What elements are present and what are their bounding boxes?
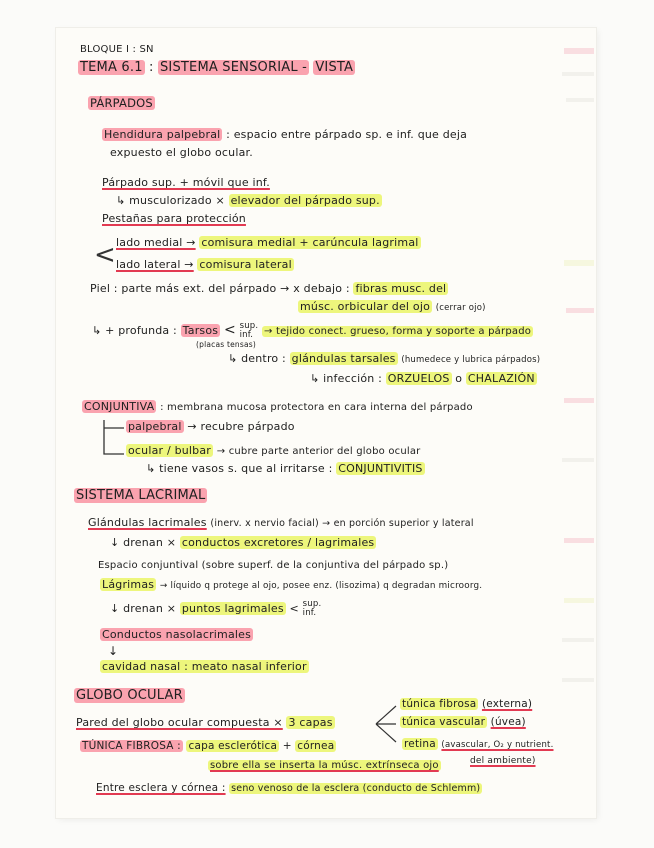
tarsos-bracket: < [223, 322, 236, 338]
bloque-label: BLOQUE I : SN [80, 44, 154, 55]
palpebral-line [126, 420, 295, 433]
hendidura-line [102, 128, 467, 141]
lagrimas: Lágrimas [102, 578, 155, 591]
puntos-inf: inf. [302, 608, 317, 618]
entre-text: Entre esclera y córnea : [96, 782, 226, 794]
infeccion-text: ↳ infección : [310, 372, 383, 385]
ocular-line [126, 444, 421, 457]
lagrimas-def: → líquido q protege al ojo, posee enz. (lisozima) q degradan microorg. [159, 581, 483, 591]
hendidura-def: : espacio entre párpado sp. e inf. que deja [226, 128, 468, 141]
conjuntiva-def: : membrana mucosa protectora en cara interna del párpado [160, 402, 473, 413]
conjuntiva-branch [98, 418, 128, 462]
parpado-sup-line: Párpado sup. + móvil que inf. [102, 176, 270, 189]
retina-note: (avascular, O₂ y nutrient. [441, 740, 554, 750]
vasos-text: ↳ tiene vasos s. que al irritarse : [146, 462, 333, 475]
musculorizado-line [116, 194, 382, 207]
lacrimal-heading [74, 488, 207, 503]
tf-line [80, 740, 336, 752]
glandulas-lacrimales: Glándulas lacrimales [88, 516, 207, 529]
drenan2-line [110, 600, 321, 618]
conductos-nasolacrimales: Conductos nasolacrimales [102, 628, 252, 641]
chalazion: CHALAZIÓN [467, 372, 535, 385]
globo-heading [74, 688, 185, 703]
tunica-fibrosa-line [400, 698, 532, 710]
lado-lateral-line [116, 258, 294, 271]
conjuntivitis: CONJUNTIVITIS [338, 462, 423, 475]
cerrar-ojo-note: (cerrar ojo) [435, 303, 486, 313]
tunica-vascular-line [400, 716, 526, 728]
hendidura-def-2: expuesto el globo ocular. [110, 146, 253, 159]
ocular-def: → cubre parte anterior del globo ocular [216, 446, 421, 457]
lado-bracket: < [94, 240, 116, 270]
espacio-line: Espacio conjuntival (sobre superf. de la conjuntiva del párpado sp.) [98, 560, 449, 571]
vasos-line [146, 462, 425, 475]
pared-line [76, 716, 335, 729]
lado-lateral: lado lateral → [116, 258, 194, 271]
inervacion-text: (inerv. x nervio facial) → en porción superior y lateral [210, 518, 474, 529]
ocular-bulbar: ocular / bulbar [128, 444, 212, 457]
cavidad-nasal: cavidad nasal : meato nasal inferior [102, 660, 307, 673]
tejido-conect: → tejido conect. grueso, forma y soporte a párpado [264, 326, 532, 337]
glandulas-tarsales: glándulas tarsales [291, 352, 396, 365]
tunica-fibrosa-caps: TÚNICA FIBROSA : [82, 740, 181, 752]
tarsos-inf: inf. [239, 330, 254, 340]
palpebral-def: → recubre párpado [187, 420, 295, 433]
conductos-naso-line [100, 628, 253, 641]
fibras-musc: fibras musc. del [355, 282, 447, 295]
drenan2-text: ↓ drenan × [110, 602, 177, 615]
plus-sign: + [282, 740, 292, 752]
elevador-parpado: elevador del párpado sup. [230, 194, 380, 207]
tunica-vascular: túnica vascular [402, 716, 486, 728]
tema-colon: : [149, 60, 154, 75]
puntos-lagrimales: puntos lagrimales [181, 602, 284, 615]
tres-capas: 3 capas [288, 716, 333, 729]
lado-medial: lado medial → [116, 236, 196, 249]
glandulas-note: (humedece y lubrica párpados) [401, 355, 541, 365]
orbicular-line [298, 300, 486, 313]
hendidura-term: Hendidura palpebral [104, 128, 221, 141]
lagrimas-line [100, 578, 482, 591]
comisura-lateral: comisura lateral [199, 258, 292, 271]
piel-text: Piel : parte más ext. del párpado → x debajo : [90, 282, 350, 295]
puntos-sup: sup. [302, 599, 322, 609]
cornea: córnea [297, 740, 335, 752]
externa-note: (externa) [481, 698, 533, 710]
parpados-heading-text: PÁRPADOS [90, 96, 153, 110]
tarsos: Tarsos [182, 324, 219, 337]
parpados-heading [88, 96, 155, 110]
musculorizado-text: ↳ musculorizado × [116, 194, 225, 207]
sobre-ella: sobre ella se inserta la músc. extrínseca ojo [210, 760, 439, 771]
palpebral: palpebral [128, 420, 182, 433]
o-conjunction: o [455, 372, 463, 385]
conjuntiva-line [82, 400, 473, 413]
drenan-text: ↓ drenan × [110, 536, 177, 549]
tema-title [78, 60, 355, 75]
pestanas-line: Pestañas para protección [102, 212, 246, 225]
infeccion-line [310, 372, 537, 385]
tema-vista: VISTA [315, 60, 354, 75]
sobre-ella-line [208, 760, 441, 771]
drenan-line [110, 536, 376, 549]
tema-number: TEMA 6.1 [80, 60, 143, 75]
orzuelos: ORZUELOS [387, 372, 450, 385]
seno-venoso: seno venoso de la esclera (conducto de Schlemm) [231, 783, 481, 794]
lacrimal-heading-text: SISTEMA LACRIMAL [76, 488, 206, 503]
glandulas-lac-line [88, 516, 474, 529]
capas-branch [372, 702, 400, 746]
tunica-fibrosa: túnica fibrosa [402, 698, 477, 710]
musc-orbicular: músc. orbicular del ojo [300, 300, 431, 313]
conductos-excretores: conductos excretores / lagrimales [181, 536, 375, 549]
down-arrow: ↓ [108, 644, 119, 658]
placas-note: (placas tensas) [196, 340, 257, 349]
globo-heading-text: GLOBO OCULAR [76, 688, 183, 703]
entre-line [96, 782, 482, 794]
uvea-note: (úvea) [490, 716, 526, 728]
dentro-text: ↳ dentro : [228, 352, 286, 365]
puntos-bracket: < [289, 602, 299, 615]
retina-note-2 [470, 756, 536, 766]
puntos-sup-inf [303, 600, 322, 618]
retina-line [402, 738, 554, 750]
tarsos-sup-inf [240, 322, 259, 340]
retina-note-2-text: del ambiente) [470, 756, 536, 766]
piel-line [90, 282, 448, 295]
capa-esclerotica: capa esclerótica [188, 740, 278, 752]
bleed-through-marks [558, 28, 596, 818]
pared-text: Pared del globo ocular compuesta × [76, 716, 283, 729]
conjuntiva-term: CONJUNTIVA [84, 400, 155, 413]
profunda-text: ↳ + profunda : [92, 324, 177, 337]
comisura-medial: comisura medial + carúncula lagrimal [201, 236, 419, 249]
dentro-line [228, 352, 540, 365]
cavidad-line [100, 660, 309, 673]
retina: retina [404, 738, 436, 750]
lado-medial-line [116, 236, 421, 249]
tema-subject: SISTEMA SENSORIAL - [159, 60, 307, 75]
tarsos-sup: sup. [239, 321, 259, 331]
profunda-line [92, 322, 533, 340]
